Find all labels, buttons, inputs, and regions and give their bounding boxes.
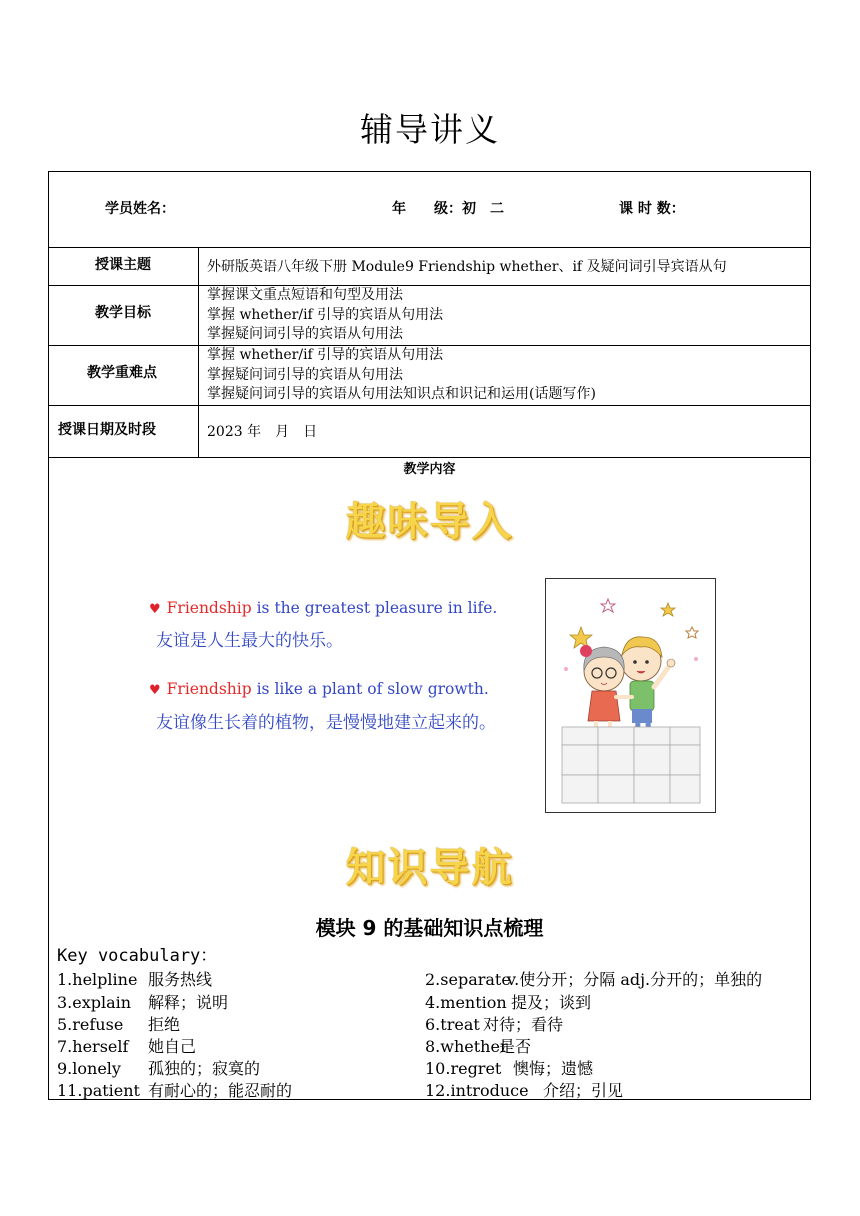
vocab-item: 2.separatev.使分开；分隔 adj.分开的；单独的 (425, 970, 763, 989)
student-name-label: 学员姓名： (105, 201, 175, 217)
content-heading: 教学内容 (403, 462, 456, 477)
vocab-item: 9.lonely 孤独的；寂寞的 (57, 1059, 261, 1078)
difficulty-line: 掌握 whether/if 引导的宾语从句用法 (207, 347, 444, 363)
column-divider (198, 247, 199, 457)
intro-banner: 趣味导入 (345, 499, 514, 545)
heart-icon: ♥ (149, 602, 161, 617)
topic-label: 授课主题 (95, 257, 151, 273)
vocab-item: 10.regret 懊悔；遗憾 (425, 1059, 594, 1078)
vocab-item: 7.herself 她自己 (57, 1037, 197, 1056)
quote-2: ♥ Friendship is like a plant of slow growth. (149, 680, 489, 698)
page-title: 辅导讲义 (360, 110, 500, 149)
vocab-item: 6.treat 对待；看待 (425, 1015, 564, 1034)
difficulty-line: 掌握疑问词引导的宾语从句用法 (207, 366, 403, 383)
vocab-item: 11.patient 有耐心的；能忍耐的 (57, 1081, 293, 1100)
difficulty-line: 掌握疑问词引导的宾语从句用法知识点和识记和运用(话题写作) (207, 386, 596, 402)
knowledge-banner: 知识导航 (345, 845, 514, 891)
key-vocabulary-title: Key vocabulary： (57, 946, 218, 966)
vocab-item: 4.mention 提及；谈到 (425, 993, 592, 1012)
quote-2-translation: 友谊像生长着的植物，是慢慢地建立起来的。 (156, 713, 496, 733)
date-value: 2023 年 月 日 (207, 424, 318, 440)
row-divider (49, 405, 810, 406)
topic-value: 外研版英语八年级下册 Module9 Friendship whether、if 及疑问词引导宾语从句 (207, 259, 727, 275)
date-label: 授课日期及时段 (58, 422, 156, 438)
friendship-illustration (545, 578, 716, 813)
difficulties-value (207, 346, 596, 405)
vocab-item: 5.refuse 拒绝 (57, 1015, 181, 1034)
goals-label: 教学目标 (95, 305, 151, 321)
vocab-item: 3.explain 解释；说明 (57, 993, 229, 1012)
quote-1: ♥ Friendship is the greatest pleasure in life. (149, 599, 498, 617)
goal-line: 掌握 whether/if 引导的宾语从句用法 (207, 306, 444, 323)
class-hours-label: 课 时 数： (619, 201, 685, 217)
vocab-item: 12.introduce 介绍；引见 (425, 1081, 624, 1100)
quote-1-translation: 友谊是人生最大的快乐。 (156, 631, 343, 651)
vocab-item: 1.helpline 服务热线 (57, 970, 213, 989)
difficulties-label: 教学重难点 (87, 365, 157, 381)
lesson-table (48, 171, 811, 1100)
row-divider (49, 247, 810, 248)
section-title: 模块 9 的基础知识点梳理 (315, 916, 544, 940)
goal-line: 掌握疑问词引导的宾语从句用法 (207, 326, 403, 342)
friends-drawing-icon (546, 579, 715, 812)
goal-line: 掌握课文重点短语和句型及用法 (207, 287, 403, 303)
grade-label: 年 级：初 二 (392, 201, 504, 217)
goals-value (207, 286, 443, 345)
heart-icon: ♥ (149, 683, 161, 698)
vocab-item: 8.whether是否 (425, 1037, 532, 1056)
